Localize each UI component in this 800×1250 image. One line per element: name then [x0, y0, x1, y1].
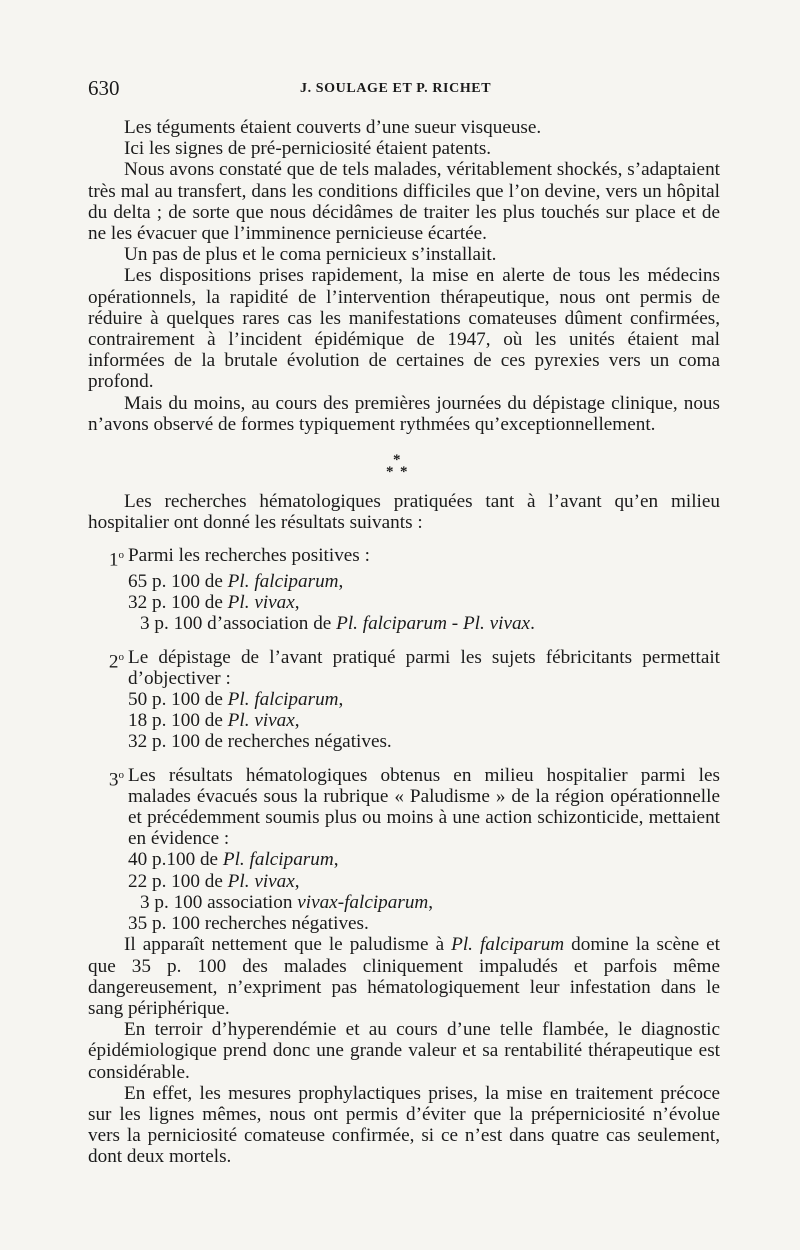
result-line: 32 p. 100 de Pl. vivax, [128, 592, 300, 614]
asterisk: * [400, 464, 408, 481]
list-heading: Le dépistage de l’avant pratiqué parmi les sujets fébricitants permettait d’objectiver : [128, 646, 720, 689]
paragraph: Ici les signes de pré-perniciosité étaient patents. [124, 138, 492, 160]
result-line: 3 p. 100 d’association de Pl. falciparum - Pl. vivax. [140, 613, 535, 635]
paragraph: Les dispositions prises rapidement, la mise en alerte de tous les médecins opérationnels, la rapidité de l’intervention thérapeutique, nous ont permis de réduire à quelques rares cas les manifestations comateuses dûment confirmées, contrairement à l’incident épidémique de 1947, où les unités étaient mal informées de la brutale évolution de certaines de ces pyrexies vers un coma profond. [88, 265, 720, 393]
section-separator [88, 441, 720, 491]
result-line: 50 p. 100 de Pl. falciparum, [128, 689, 344, 711]
conclusion-paragraph: Il apparaît nettement que le paludisme à Pl. falciparum domine la scène et que 35 p. 100 des malades cliniquement impaludés et parfois même dangereusement, n’expriment pas hématologiquement leur infestation dans le sang périphérique. [88, 934, 721, 1019]
results-list-2 [88, 647, 720, 753]
list-heading: Les résultats hématologiques obtenus en milieu hospitalier parmi les malades évacués sous la rubrique « Paludisme » de la région opérationnelle et précédemment soumis plus ou moins à une action schizonticide, mettaient en évidence : [128, 764, 720, 850]
page-number: 630 [88, 76, 120, 100]
list-number: 3$^o$ [108, 768, 124, 791]
paragraph: Un pas de plus et le coma pernicieux s’installait. [124, 244, 497, 266]
result-line: 35 p. 100 recherches négatives. [128, 913, 369, 935]
result-line: 40 p.100 de Pl. falciparum, [128, 849, 339, 871]
result-line: 18 p. 100 de Pl. vivax, [128, 710, 300, 732]
intro-paragraph: Les recherches hématologiques pratiquées tant à l’avant qu’en milieu hospitalier ont donné les résultats suivants : [88, 491, 720, 534]
conclusion-paragraph: En terroir d’hyperendémie et au cours d’une telle flambée, le diagnostic épidémiologique prend donc une grande valeur et sa rentabilité thérapeutique est considérable. [88, 1019, 720, 1083]
asterisk: * [386, 464, 394, 481]
paragraph: Les téguments étaient couverts d’une sueur visqueuse. [124, 117, 542, 138]
paragraph: Nous avons constaté que de tels malades, véritablement shockés, s’adaptaient très mal au transfert, dans les conditions difficiles que l’on devine, vers un hôpital du delta ; de sorte que nous décidâmes de traiter les plus touchés sur place et de ne les évacuer que l’imminence pernicieuse écartée. [88, 159, 720, 245]
results-list-3 [88, 765, 720, 935]
results-list-1 [88, 545, 720, 634]
page-header [88, 74, 720, 104]
list-heading: Parmi les recherches positives : [128, 545, 370, 567]
result-line: 3 p. 100 association vivax-falciparum, [140, 891, 434, 913]
result-line: 32 p. 100 de recherches négatives. [128, 731, 392, 753]
paragraph: Mais du moins, au cours des premières journées du dépistage clinique, nous n’avons observé de formes typiquement rythmées qu’exceptionnellement. [88, 392, 720, 435]
body-text [88, 117, 720, 1168]
result-line: 65 p. 100 de Pl. falciparum, [128, 571, 344, 593]
result-line: 22 p. 100 de Pl. vivax, [128, 870, 300, 892]
list-number: 1$^o$ [108, 549, 124, 571]
asterisk: * [393, 452, 401, 469]
conclusion-paragraph: En effet, les mesures prophylactiques prises, la mise en traitement précoce sur les lignes mêmes, nous ont permis d’éviter que la préperniciosité n’évolue vers la perniciosité comateuse confirmée, si ce n’est dans quatre cas seulement, dont deux mortels. [88, 1082, 720, 1168]
list-number: 2$^o$ [108, 650, 124, 673]
running-title: J. SOULAGE ET P. RICHET [300, 81, 492, 96]
